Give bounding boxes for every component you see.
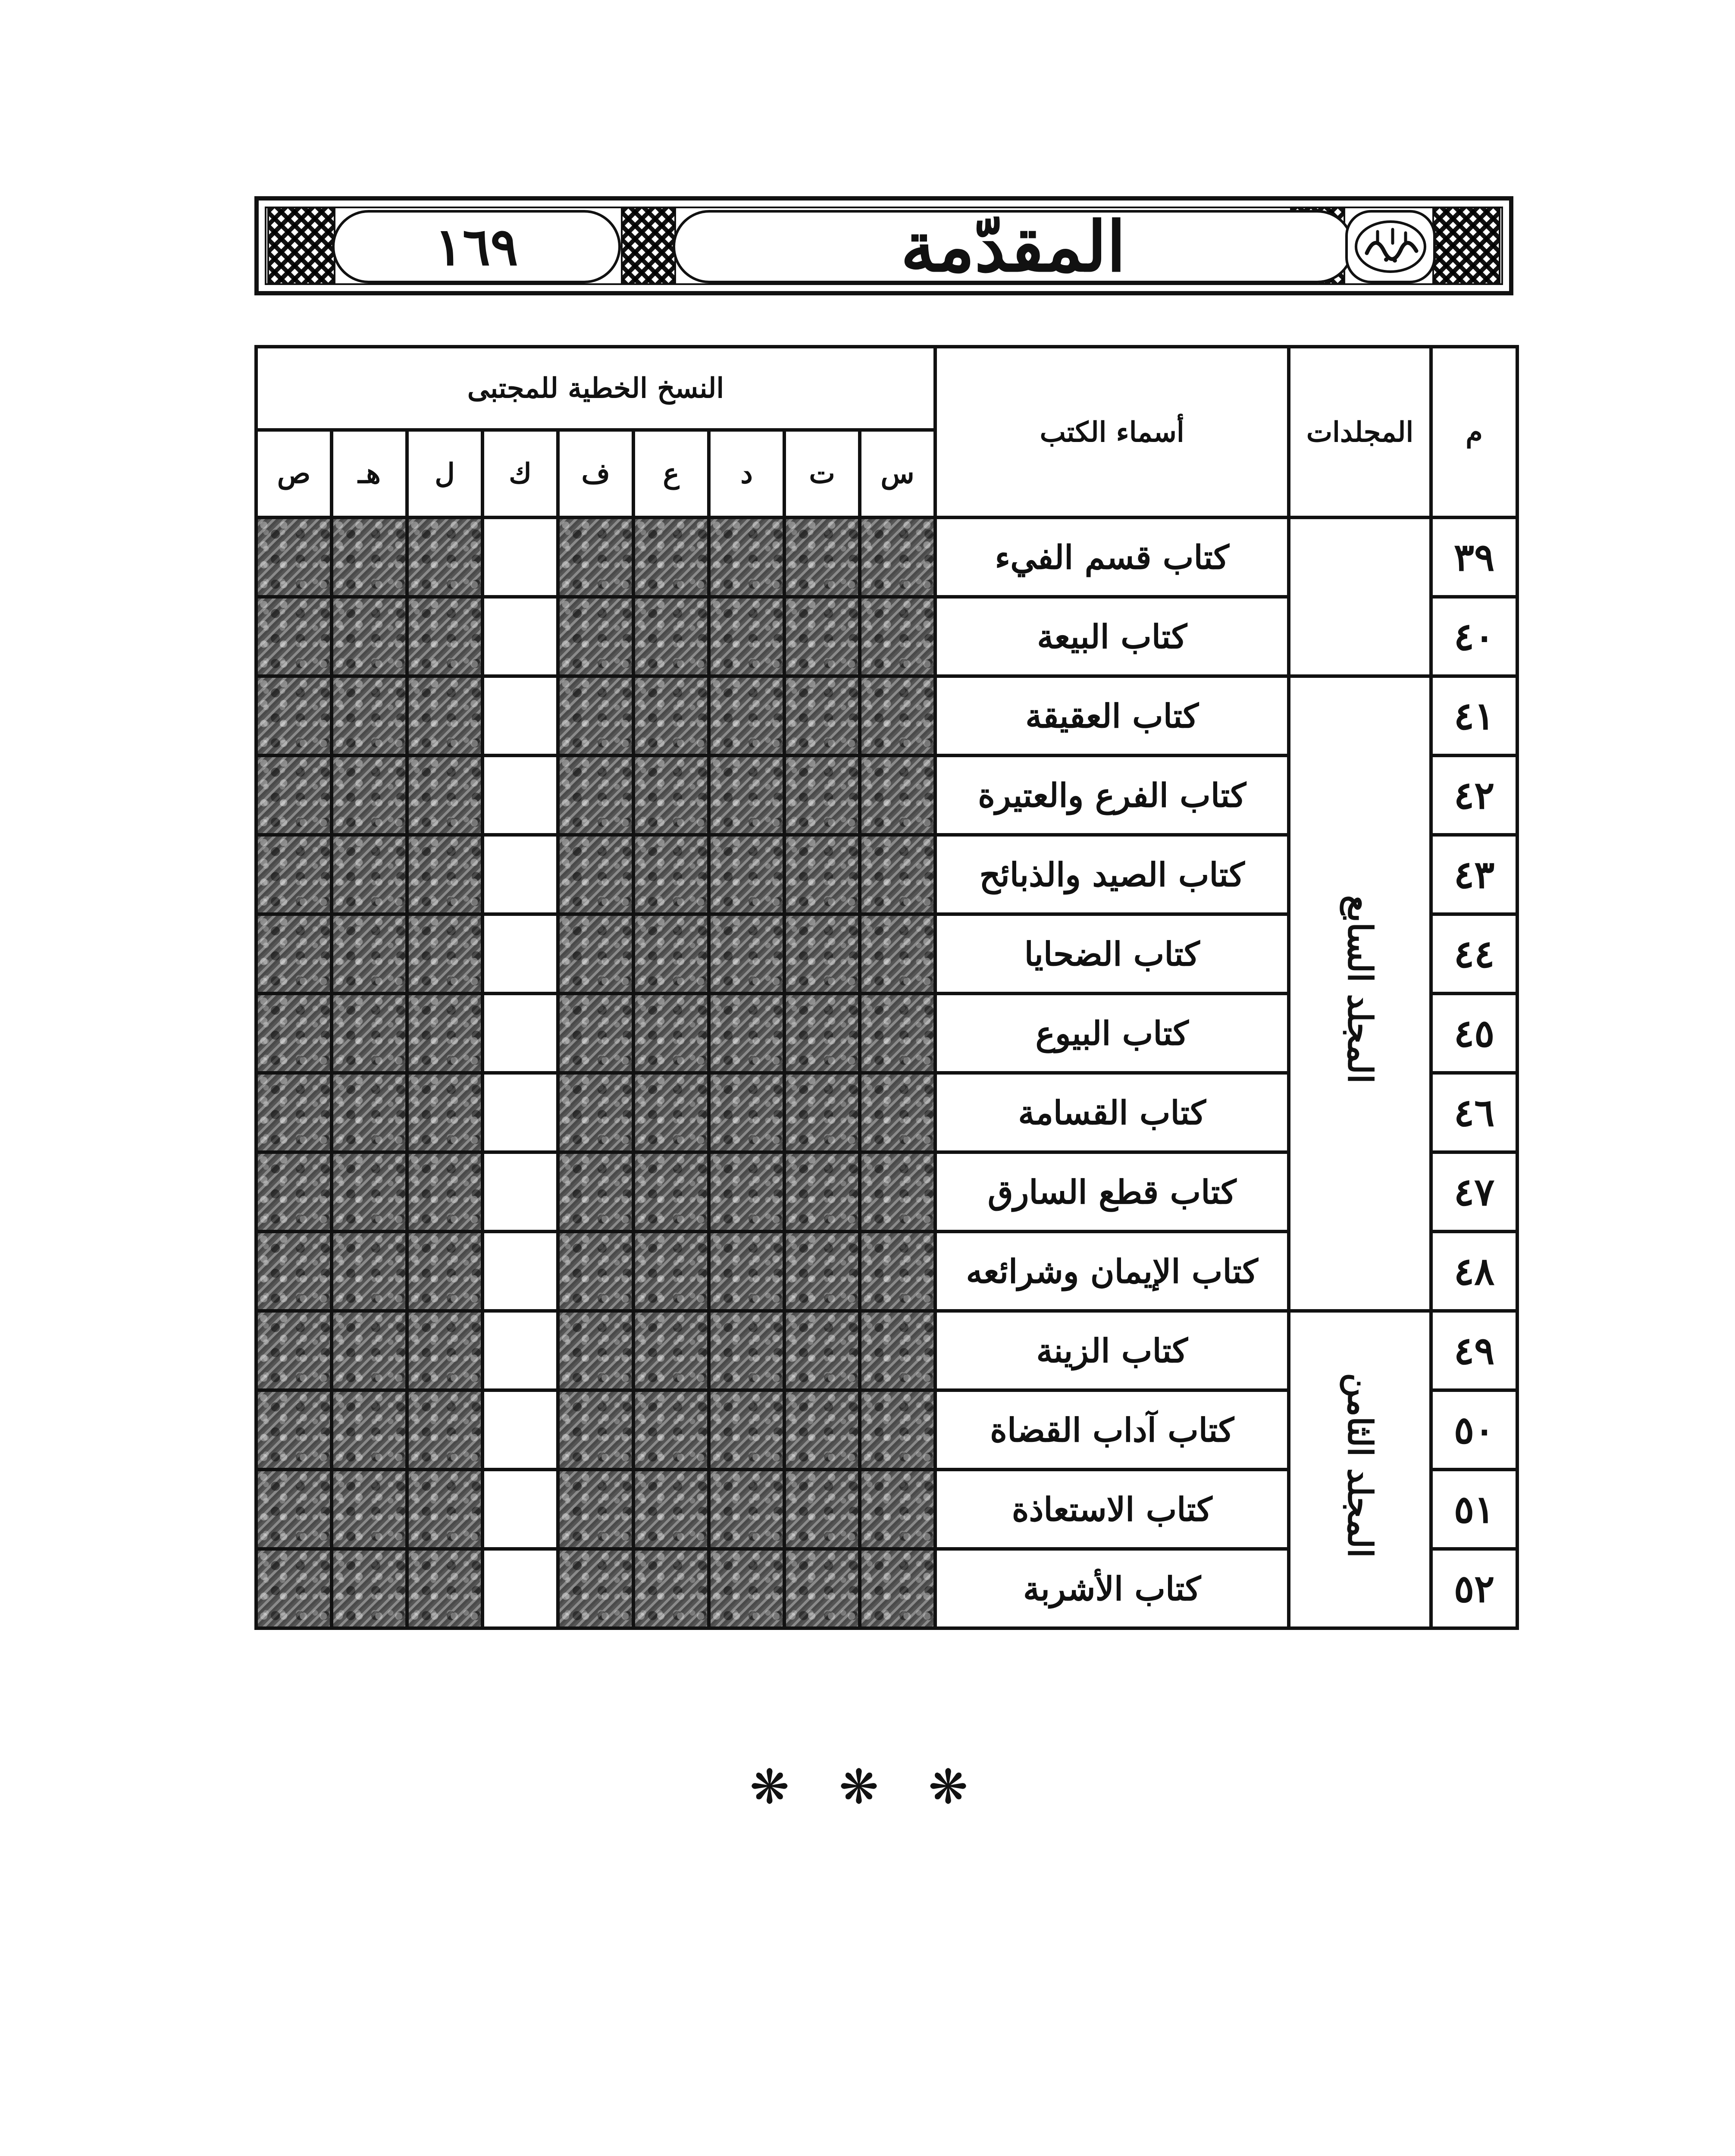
manuscript-cell-available: [784, 676, 860, 755]
manuscript-cell-available: [332, 517, 407, 597]
manuscript-cell-available: [709, 1232, 784, 1311]
book-name: كتاب الصيد والذبائح: [935, 835, 1289, 914]
manuscript-cell-available: [256, 1390, 332, 1470]
manuscript-cell-available: [784, 597, 860, 676]
book-name: كتاب القسامة: [935, 1073, 1289, 1152]
manuscript-cell-available: [784, 755, 860, 835]
manuscript-cell-available: [332, 1073, 407, 1152]
book-name: كتاب قسم الفيء: [935, 517, 1289, 597]
manuscript-cell-available: [558, 914, 633, 993]
manuscript-cell-available: [709, 1073, 784, 1152]
manuscript-cell-missing: [482, 1549, 558, 1628]
manuscript-cell-missing: [482, 1152, 558, 1232]
manuscript-cell-available: [709, 914, 784, 993]
volume-label: المجلد الثامن: [1340, 1373, 1380, 1558]
manuscript-cell-available: [784, 1311, 860, 1390]
book-name: كتاب الأشربة: [935, 1549, 1289, 1628]
manuscript-cell-available: [709, 835, 784, 914]
volume-cell-empty: [1289, 517, 1431, 676]
manuscript-cell-missing: [482, 517, 558, 597]
manuscript-cell-available: [407, 597, 482, 676]
volume-seventh: [1289, 676, 1431, 1311]
book-name: كتاب البيوع: [935, 993, 1289, 1073]
ornament-pattern: [621, 207, 676, 285]
manuscript-code: ك: [482, 430, 558, 517]
row-number: ٣٩: [1431, 517, 1517, 597]
manuscript-cell-available: [256, 1152, 332, 1232]
row-number: ٤٨: [1431, 1232, 1517, 1311]
manuscript-cell-available: [558, 1311, 633, 1390]
book-name: كتاب الإيمان وشرائعه: [935, 1232, 1289, 1311]
manuscript-cell-available: [633, 1470, 709, 1549]
manuscript-cell-available: [860, 914, 935, 993]
manuscript-cell-available: [633, 993, 709, 1073]
manuscript-cell-available: [256, 1073, 332, 1152]
manuscript-cell-available: [558, 1390, 633, 1470]
manuscript-cell-missing: [482, 1232, 558, 1311]
header-banner: [254, 196, 1513, 295]
manuscript-cell-missing: [482, 993, 558, 1073]
manuscript-cell-available: [633, 597, 709, 676]
row-number: ٤٦: [1431, 1073, 1517, 1152]
manuscript-cell-available: [633, 1232, 709, 1311]
manuscript-cell-available: [558, 993, 633, 1073]
manuscript-cell-available: [558, 755, 633, 835]
manuscript-cell-available: [558, 676, 633, 755]
manuscript-cell-available: [860, 1152, 935, 1232]
manuscript-cell-available: [709, 1549, 784, 1628]
manuscript-code: ف: [558, 430, 633, 517]
manuscript-cell-available: [709, 1311, 784, 1390]
manuscript-cell-available: [860, 1073, 935, 1152]
manuscript-cell-available: [709, 993, 784, 1073]
row-number: ٤٩: [1431, 1311, 1517, 1390]
manuscript-cell-missing: [482, 755, 558, 835]
manuscript-cell-available: [407, 755, 482, 835]
book-name: كتاب قطع السارق: [935, 1152, 1289, 1232]
row-number: ٤٥: [1431, 993, 1517, 1073]
manuscript-cell-missing: [482, 914, 558, 993]
page-number: ١٦٩: [435, 216, 518, 277]
manuscript-cell-missing: [482, 1390, 558, 1470]
manuscript-cell-available: [558, 835, 633, 914]
manuscript-cell-available: [558, 1549, 633, 1628]
book-name: كتاب العقيقة: [935, 676, 1289, 755]
manuscript-cell-available: [407, 1073, 482, 1152]
row-number: ٤٣: [1431, 835, 1517, 914]
manuscript-cell-available: [332, 1311, 407, 1390]
manuscript-cell-available: [407, 1390, 482, 1470]
manuscript-cell-available: [784, 1470, 860, 1549]
manuscript-cell-available: [407, 1232, 482, 1311]
section-end-stars: ❋ ❋ ❋: [749, 1759, 986, 1814]
row-number: ٤٤: [1431, 914, 1517, 993]
manuscript-cell-available: [256, 1232, 332, 1311]
manuscript-cell-available: [784, 517, 860, 597]
book-name: كتاب البيعة: [935, 597, 1289, 676]
manuscript-cell-available: [558, 1470, 633, 1549]
manuscript-cell-available: [332, 993, 407, 1073]
manuscript-code: ل: [407, 430, 482, 517]
manuscript-cell-available: [256, 914, 332, 993]
manuscript-code: هـ: [332, 430, 407, 517]
manuscripts-table: [254, 345, 1519, 1630]
manuscript-code: د: [709, 430, 784, 517]
manuscript-cell-available: [860, 1232, 935, 1311]
manuscript-cell-available: [407, 1470, 482, 1549]
manuscript-cell-available: [860, 1470, 935, 1549]
volume-label: المجلد السابع: [1340, 895, 1380, 1084]
manuscript-cell-available: [332, 676, 407, 755]
manuscript-cell-missing: [482, 676, 558, 755]
book-seal-logo: [1345, 210, 1436, 283]
book-name: كتاب الفرع والعتيرة: [935, 755, 1289, 835]
row-number: ٥٢: [1431, 1549, 1517, 1628]
manuscript-cell-available: [332, 835, 407, 914]
manuscript-cell-available: [407, 993, 482, 1073]
manuscript-cell-available: [709, 517, 784, 597]
manuscript-code: ت: [784, 430, 860, 517]
manuscript-cell-available: [860, 597, 935, 676]
manuscript-cell-available: [256, 597, 332, 676]
manuscript-cell-available: [558, 517, 633, 597]
manuscript-cell-available: [784, 1152, 860, 1232]
book-name: كتاب الضحايا: [935, 914, 1289, 993]
book-name: كتاب الاستعاذة: [935, 1470, 1289, 1549]
row-number: ٤٧: [1431, 1152, 1517, 1232]
column-header-books: أسماء الكتب: [935, 347, 1289, 517]
manuscript-cell-available: [407, 1549, 482, 1628]
calligraphy-seal-icon: [1352, 216, 1429, 277]
manuscript-cell-available: [407, 676, 482, 755]
manuscript-cell-available: [256, 1549, 332, 1628]
manuscript-cell-available: [256, 517, 332, 597]
manuscript-cell-available: [784, 1549, 860, 1628]
manuscript-cell-available: [332, 914, 407, 993]
manuscript-code: ص: [256, 430, 332, 517]
manuscript-cell-available: [633, 1390, 709, 1470]
manuscript-cell-available: [709, 597, 784, 676]
manuscript-cell-available: [860, 676, 935, 755]
manuscript-cell-available: [407, 914, 482, 993]
manuscript-cell-available: [633, 1549, 709, 1628]
manuscript-cell-available: [784, 993, 860, 1073]
manuscript-cell-available: [860, 1390, 935, 1470]
table-row: [256, 676, 1517, 755]
manuscript-cell-available: [709, 1390, 784, 1470]
manuscript-cell-available: [860, 1311, 935, 1390]
manuscript-cell-missing: [482, 1311, 558, 1390]
manuscript-cell-available: [332, 1152, 407, 1232]
row-number: ٤٠: [1431, 597, 1517, 676]
manuscript-cell-available: [558, 597, 633, 676]
manuscript-cell-available: [633, 676, 709, 755]
manuscript-cell-available: [633, 755, 709, 835]
manuscript-cell-available: [633, 835, 709, 914]
manuscript-cell-available: [407, 517, 482, 597]
manuscript-cell-available: [407, 1152, 482, 1232]
table-row: [256, 517, 1517, 597]
manuscript-cell-available: [709, 1152, 784, 1232]
manuscript-cell-available: [558, 1073, 633, 1152]
manuscript-cell-available: [784, 835, 860, 914]
title-cartouche: [673, 206, 1354, 287]
manuscript-cell-available: [784, 1390, 860, 1470]
manuscript-cell-available: [633, 914, 709, 993]
manuscript-cell-available: [407, 835, 482, 914]
manuscript-cell-available: [558, 1232, 633, 1311]
manuscript-cell-available: [332, 1549, 407, 1628]
manuscript-cell-available: [633, 1152, 709, 1232]
manuscript-cell-available: [784, 914, 860, 993]
manuscript-code: س: [860, 430, 935, 517]
manuscript-cell-available: [256, 1311, 332, 1390]
manuscript-cell-available: [256, 835, 332, 914]
ornament-pattern: [1432, 207, 1500, 285]
manuscript-cell-available: [332, 1390, 407, 1470]
manuscript-cell-missing: [482, 1470, 558, 1549]
manuscript-cell-available: [633, 1073, 709, 1152]
book-name: كتاب الزينة: [935, 1311, 1289, 1390]
row-number: ٥٠: [1431, 1390, 1517, 1470]
manuscript-cell-available: [709, 1470, 784, 1549]
manuscript-cell-available: [256, 1470, 332, 1549]
ornament-pattern: [267, 207, 335, 285]
column-header-manuscripts: النسخ الخطية للمجتبى: [256, 347, 935, 430]
manuscript-cell-available: [633, 517, 709, 597]
page-title: المقدّمة: [900, 206, 1126, 287]
manuscript-cell-missing: [482, 835, 558, 914]
manuscript-cell-available: [860, 835, 935, 914]
manuscript-cell-available: [709, 755, 784, 835]
manuscript-cell-available: [332, 1232, 407, 1311]
manuscript-cell-available: [784, 1073, 860, 1152]
table-row: [256, 1311, 1517, 1390]
manuscript-cell-available: [558, 1152, 633, 1232]
manuscript-cell-available: [784, 1232, 860, 1311]
manuscript-cell-available: [332, 597, 407, 676]
column-header-number: م: [1431, 347, 1517, 517]
page-number-cartouche: [332, 210, 621, 283]
manuscript-cell-available: [332, 755, 407, 835]
manuscript-cell-available: [860, 517, 935, 597]
manuscript-cell-available: [860, 755, 935, 835]
row-number: ٥١: [1431, 1470, 1517, 1549]
manuscript-cell-missing: [482, 1073, 558, 1152]
manuscript-cell-available: [709, 676, 784, 755]
row-number: ٤٢: [1431, 755, 1517, 835]
manuscript-cell-available: [633, 1311, 709, 1390]
manuscript-cell-available: [860, 1549, 935, 1628]
book-name: كتاب آداب القضاة: [935, 1390, 1289, 1470]
manuscript-cell-available: [256, 993, 332, 1073]
manuscript-cell-available: [332, 1470, 407, 1549]
manuscript-cell-available: [407, 1311, 482, 1390]
manuscript-cell-available: [256, 676, 332, 755]
manuscript-cell-available: [860, 993, 935, 1073]
manuscript-cell-available: [256, 755, 332, 835]
volume-eighth: [1289, 1311, 1431, 1628]
column-header-volumes: المجلدات: [1289, 347, 1431, 517]
manuscript-code: ع: [633, 430, 709, 517]
manuscript-cell-missing: [482, 597, 558, 676]
row-number: ٤١: [1431, 676, 1517, 755]
